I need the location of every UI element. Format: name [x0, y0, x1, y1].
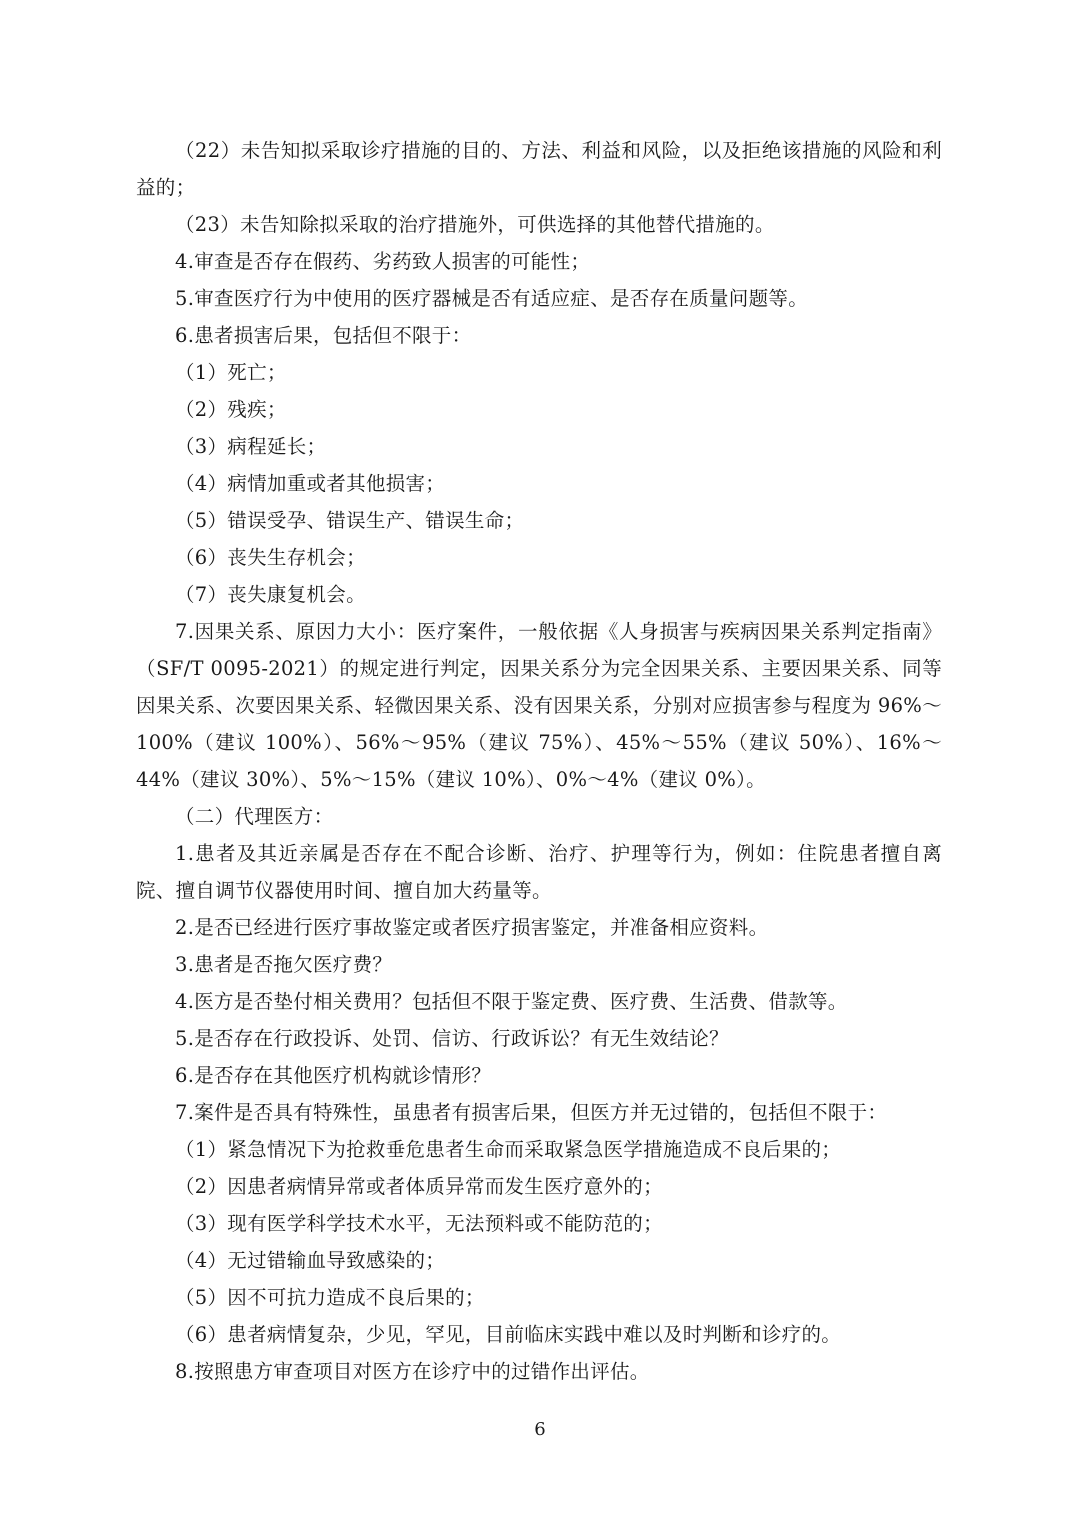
list-item-wrongful-conception: （5）错误受孕、错误生产、错误生命；: [175, 509, 525, 532]
list-item-transfusion-infection: （4）无过错输血导致感染的；: [175, 1249, 446, 1272]
list-item-disability: （2）残疾；: [175, 398, 287, 421]
paragraph-23-alternatives: （23）未告知除拟采取的治疗措施外，可供选择的其他替代措施的。: [175, 213, 775, 236]
page-number: 6: [534, 1419, 546, 1440]
document-body: [136, 132, 942, 1390]
list-item-death: （1）死亡；: [175, 361, 287, 384]
paragraph-1-non-cooperation: 1.患者及其近亲属是否存在不配合诊断、治疗、护理等行为，例如：住院患者擅自离院、擅自调节仪器使用时间、擅自加大药量等。: [136, 842, 942, 902]
list-item-complex-rare-condition: （6）患者病情复杂，少见，罕见，目前临床实践中难以及时判断和诊疗的。: [175, 1323, 842, 1346]
paragraph-22-risk-disclosure: （22）未告知拟采取诊疗措施的目的、方法、利益和风险，以及拒绝该措施的风险和利益的；: [136, 139, 942, 199]
paragraph-5-medical-devices: 5.审查医疗行为中使用的医疗器械是否有适应症、是否存在质量问题等。: [175, 287, 809, 310]
list-item-aggravation: （4）病情加重或者其他损害；: [175, 472, 446, 495]
paragraph-8-fault-assessment: 8.按照患方审查项目对医方在诊疗中的过错作出评估。: [175, 1360, 650, 1383]
paragraph-2-appraisal: 2.是否已经进行医疗事故鉴定或者医疗损害鉴定，并准备相应资料。: [175, 916, 769, 939]
list-item-loss-of-survival: （6）丧失生存机会；: [175, 546, 366, 569]
paragraph-6-damage-consequences: 6.患者损害后果，包括但不限于：: [175, 324, 472, 347]
paragraph-4-fake-drugs: 4.审查是否存在假药、劣药致人损害的可能性；: [175, 250, 591, 273]
list-item-force-majeure: （5）因不可抗力造成不良后果的；: [175, 1286, 485, 1309]
list-item-medical-accident: （2）因患者病情异常或者体质异常而发生医疗意外的；: [175, 1175, 663, 1198]
paragraph-5-administrative: 5.是否存在行政投诉、处罚、信访、行政诉讼？有无生效结论？: [175, 1027, 729, 1050]
list-item-loss-of-recovery: （7）丧失康复机会。: [175, 583, 366, 606]
paragraph-3-unpaid-fees: 3.患者是否拖欠医疗费？: [175, 953, 393, 976]
list-item-prolonged-illness: （3）病程延长；: [175, 435, 327, 458]
paragraph-7-special-cases: 7.案件是否具有特殊性，虽患者有损害后果，但医方并无过错的，包括但不限于：: [175, 1101, 888, 1124]
list-item-emergency: （1）紧急情况下为抢救垂危患者生命而采取紧急医学措施造成不良后果的；: [175, 1138, 842, 1161]
paragraph-4-advance-payments: 4.医方是否垫付相关费用？包括但不限于鉴定费、医疗费、生活费、借款等。: [175, 990, 848, 1013]
section-heading-representing-medical-party: （二）代理医方：: [175, 805, 334, 828]
list-item-technology-limits: （3）现有医学科学技术水平，无法预料或不能防范的；: [175, 1212, 663, 1235]
paragraph-7-causation: 7.因果关系、原因力大小：医疗案件，一般依据《人身损害与疾病因果关系判定指南》（SF/T 0095-2021）的规定进行判定，因果关系分为完全因果关系、主要因果关系、同等因果关系、次要因果关系、轻微因果关系、没有因果关系，分别对应损害参与程度为 96%～100%（建议 100%）、56%～95%（建议 75%）、45%～55%（建议 50%）、16%～44%（建议 30%）、5%～15%（建议 10%）、0%～4%（建议 0%）。: [136, 620, 942, 791]
paragraph-6-other-institutions: 6.是否存在其他医疗机构就诊情形？: [175, 1064, 492, 1087]
